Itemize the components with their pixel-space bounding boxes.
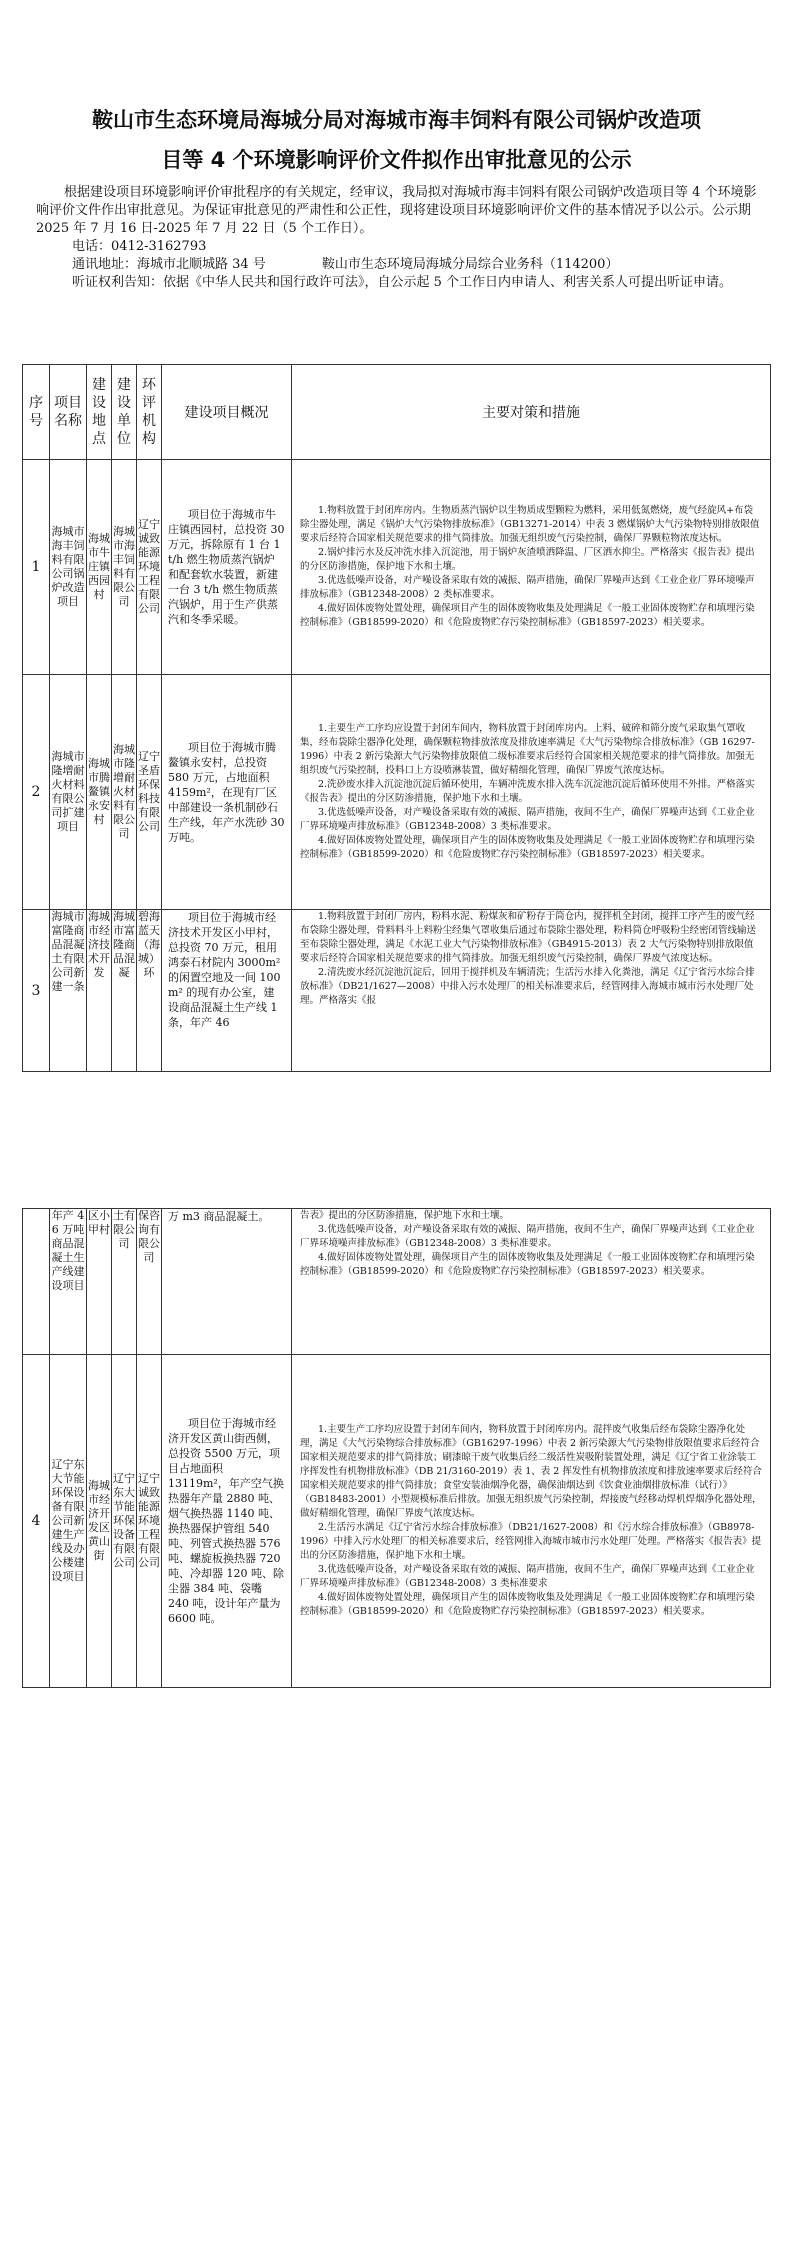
measure-item: 3.优选低噪声设备，对产噪设备采取有效的减振、隔声措施，确保厂界噪声达到《工业企业厂界环境噪声排放标准》（GB12348-2008）2 类标准要求。 (300, 575, 755, 600)
projects-table-part-2 (22, 1208, 771, 1688)
row-agency: 辽宁诚致能源环境工程有限公司 (137, 460, 162, 675)
row-location: 海城市牛庄镇西园村 (87, 460, 112, 675)
address-text: 通讯地址：海城市北顺城路 34 号 (72, 257, 266, 272)
measure-item: 4.做好固体废物处置处理，确保项目产生的固体废物收集及处理满足《一般工业固体废物贮存和填埋污染控制标准》（GB18599-2020）和《危险废物贮存污染控制标准》（GB18597-2023）相关要求。 (300, 603, 755, 628)
row-overview-text: 项目位于海城市经济开发区黄山街西侧，总投资 5500 万元，项目占地面积 13119m²，年产空气换热器年产量 2880 吨、烟气换热器 1140 吨、换热器保护管组 540 吨、列管式换热器 576 吨、螺旋板换热器 720 吨、冷却器 120 吨、除尘器 384 吨、袋嘴 240 吨，设计年产量为 6600 吨。 (168, 1417, 284, 1625)
measure-item: 2.生活污水满足《辽宁省污水综合排放标准》（DB21/1627-2008）和《污水综合排放标准》（GB8978-1996）中排入污水处理厂的相关标准要求后，经管网排入海城市城市污水处理厂处理。严格落实《报告表》提出的分区防渗措施，保护地下水和土壤。 (300, 1522, 762, 1561)
header-place: 建设地点 (87, 365, 112, 460)
row-measures (292, 1355, 771, 1688)
header-measures: 主要对策和措施 (292, 365, 771, 460)
row-location: 海城市经济开发区黄山街 (87, 1355, 112, 1688)
measure-item: 4.做好固体废物处置处理，确保项目产生的固体废物收集及处理满足《一般工业固体废物贮存和填埋污染控制标准》（GB18599-2020）和《危险废物贮存污染控制标准》（GB18597-2023）相关要求。 (300, 1592, 755, 1617)
hearing-notice: 听证权利告知：依据《中华人民共和国行政许可法》，自公示起 5 个工作日内申请人、利害关系人可提出听证申请。 (72, 275, 733, 290)
title-line-1: 鞍山市生态环境局海城分局对海城市海丰饲料有限公司锅炉改造项 (92, 108, 701, 132)
row-seq: 1 (23, 460, 50, 675)
row-project-name: 海城市隆增耐火材料有限公司扩建项目 (50, 675, 87, 910)
row-overview (162, 1209, 292, 1355)
measure-item: 1.物料放置于封闭厂房内，粉料水泥、粉煤灰和矿粉存于筒仓内，搅拌机全封闭，搅拌工序产生的废气经布袋除尘器处理，骨料料斗上料粉尘经集气罩收集后通过布袋除尘器处理，粉料筒仓呼吸粉尘经密闭管线输送至布袋除尘器处理，满足《水泥工业大气污染物排放标准》（GB4915-2013）表 2 大气污染物特别排放限值要求后经符合国家相关规范要求的排气筒排放。加强无组织废气污染控制，确保厂界废气浓度达标。 (300, 911, 757, 964)
measure-item: 1.主要生产工序均应设置于封闭车间内，物料放置于封闭库房内。上料、破碎和筛分废气采取集气罩收集，经布袋除尘器净化处理，确保颗粒物排放浓度及排放速率满足《大气污染物综合排放标准》（GB 16297-1996）中表 2 新污染源大气污染物排放限值二级标准要求后经符合国家相关规范要求的排气筒排放。加强无组织废气污染控制，投料口上方设喷淋装置，做好精细化管理，确保厂界废气浓度达标。 (300, 723, 755, 776)
row-agency: 保咨询有限公司 (137, 1209, 162, 1355)
table-row (23, 1355, 771, 1688)
row-measures (292, 910, 771, 1072)
header-name: 项目名称 (50, 365, 87, 460)
row-unit: 土有限公司 (112, 1209, 137, 1355)
header-unit: 建设单位 (112, 365, 137, 460)
measure-item: 4.做好固体废物处置处理，确保项目产生的固体废物收集及处理满足《一般工业固体废物贮存和填埋污染控制标准》（GB18599-2020）和《危险废物贮存污染控制标准》（GB18597-2023）相关要求。 (300, 1252, 755, 1277)
intro-section (36, 184, 758, 292)
row-project-name: 辽宁东大节能环保设备有限公司新建生产线及办公楼建设项目 (50, 1355, 87, 1688)
table-row (23, 910, 771, 1072)
measure-item: 3.优选低噪声设备，对产噪设备采取有效的减振、隔声措施，夜间不生产，确保厂界噪声达到《工业企业厂界环境噪声排放标准》（GB12348-2008）3 类标准要求。 (300, 1224, 755, 1249)
row-overview-text: 万 m3 商品混凝土。 (168, 1210, 270, 1223)
table-row (23, 675, 771, 910)
measure-item: 2.清洗废水经沉淀池沉淀后，回用于搅拌机及车辆清洗；生活污水排入化粪池，满足《辽宁省污水综合排放标准》（DB21/1627—2008）中排入污水处理厂的相关标准要求后，经管网排入海城市城市污水处理厂处理。严格落实《报 (300, 967, 755, 1006)
row-location: 区小甲村 (87, 1209, 112, 1355)
row-overview (162, 675, 292, 910)
row-overview-text: 项目位于海城市牛庄镇西园村，总投资 30 万元，拆除原有 1 台 1 t/h 燃生物质蒸汽锅炉和配套软水装置，新建一台 3 t/h 燃生物质蒸汽锅炉，用于生产供蒸汽和冬季采暖。 (168, 508, 285, 626)
row-overview (162, 1355, 292, 1688)
row-seq: 2 (23, 675, 50, 910)
measure-item: 1.主要生产工序均应设置于封闭车间内，物料放置于封闭库房内。混拌废气收集后经布袋除尘器净化处理，满足《大气污染物综合排放标准》（GB16297-1996）中表 2 新污染源大气污染物排放限值要求后经符合国家相关规范要求的排气筒排放；刷漆晾干废气收集后经二级活性炭吸附装置处理，满足《辽宁省工业涂装工序挥发性有机物排放标准》（DB 21/3160-2019）表 1、表 2 挥发性有机物排放浓度和排放速率要求后经符合国家相关规范要求的排气筒排放；食堂安装油烟净化器，确保油烟达到《饮食业油烟排放标准（试行）》（GB18483-2001）小型规模标准后排放。加强无组织废气污染控制，焊接废气经移动焊机焊烟净化器处理，做好精细化管理，确保厂界废气浓度达标。 (300, 1424, 762, 1519)
row-location: 海城市经济技术开发 (87, 910, 112, 1072)
row-measures (292, 460, 771, 675)
measure-item: 3.优选低噪声设备，对产噪设备采取有效的减振、隔声措施，夜间不生产，确保厂界噪声达到《工业企业厂界环境噪声排放标准》（GB12348-2008）3 类标准要求 (300, 1564, 755, 1589)
address-line (36, 256, 758, 274)
row-seq: 4 (23, 1355, 50, 1688)
measure-item: 4.做好固体废物处置处理，确保项目产生的固体废物收集及处理满足《一般工业固体废物贮存和填埋污染控制标准》（GB18599-2020）和《危险废物贮存污染控制标准》（GB18597-2023）相关要求。 (300, 835, 755, 860)
row-unit: 海城市海丰饲料有限公司 (112, 460, 137, 675)
measure-item: 1.物料放置于封闭库房内。生物质蒸汽锅炉以生物质成型颗粒为燃料，采用低氮燃烧，废气经旋风+布袋除尘器处理，满足《锅炉大气污染物排放标准》（GB13271-2014）中表 3 燃煤锅炉大气污染物特别排放限值要求后经符合国家相关规范要求的排气筒排放。加强无组织废气污染控制，确保厂界颗粒物浓度达标。 (300, 505, 760, 544)
row-project-name: 年产 46 万吨商品混凝土生产线建设项目 (50, 1209, 87, 1355)
measure-item: 2.锅炉排污水及反冲洗水排入沉淀池，用于锅炉灰渣喷洒降温、厂区洒水抑尘。严格落实《报告表》提出的分区防渗措施，保护地下水和土壤。 (300, 547, 755, 572)
row-unit: 海城市富隆商品混凝 (112, 910, 137, 1072)
row-agency: 辽宁诚致能源环境工程有限公司 (137, 1355, 162, 1688)
header-seq: 序号 (23, 365, 50, 460)
phone-line: 电话：0412-3162793 (72, 239, 207, 254)
row-seq-empty (23, 1209, 50, 1355)
measure-item: 告表》提出的分区防渗措施，保护地下水和土壤。 (300, 1210, 510, 1221)
header-overview: 建设项目概况 (162, 365, 292, 460)
row-agency: 碧海蓝天（海城）环 (137, 910, 162, 1072)
measure-item: 2.洗砂废水排入沉淀池沉淀后循环使用，车辆冲洗废水排入洗车沉淀池沉淀后循环使用不外排。严格落实《报告表》提出的分区防渗措施，保护地下水和土壤。 (300, 779, 755, 804)
row-project-name: 海城市富隆商品混凝土有限公司新建一条 (50, 910, 87, 1072)
header-agency: 环评机构 (137, 365, 162, 460)
row-project-name: 海城市海丰饲料有限公司锅炉改造项目 (50, 460, 87, 675)
row-overview-text: 项目位于海城市经济技术开发区小甲村，总投资 70 万元，租用鸿泰石材院内 3000m² 的闲置空地及一间 100 m² 的现有办公室，建设商品混凝土生产线 1 条，年产 46 (168, 911, 281, 1029)
row-overview (162, 910, 292, 1072)
notice-title (22, 100, 771, 180)
row-agency: 辽宁圣盾环保科技有限公司 (137, 675, 162, 910)
table-row (23, 460, 771, 675)
intro-paragraph: 根据建设项目环境影响评价审批程序的有关规定，经审议，我局拟对海城市海丰饲料有限公司锅炉改造项目等 4 个环境影响评价文件作出审批意见。为保证审批意见的严肃性和公正性，现将建设项目环境影响评价文件的基本情况予以公示。公示期 2025 年 7 月 16 日-2025 年 7 月 22 日（5 个工作日）。 (36, 185, 757, 236)
row-measures (292, 1209, 771, 1355)
row-measures (292, 675, 771, 910)
table-row-continued (23, 1209, 771, 1355)
row-location: 海城市腾鳌镇永安村 (87, 675, 112, 910)
title-line-2: 目等 4 个环境影响评价文件拟作出审批意见的公示 (161, 148, 632, 172)
office-text: 鞍山市生态环境局海城分局综合业务科（114200） (321, 257, 619, 272)
measure-item: 3.优选低噪声设备，对产噪设备采取有效的减振、隔声措施，夜间不生产，确保厂界噪声达到《工业企业厂界环境噪声排放标准》（GB12348-2008）3 类标准要求。 (300, 807, 755, 832)
row-overview-text: 项目位于海城市腾鳌镇永安村，总投资 580 万元，占地面积 4159m²，在现有厂区中部建设一条机制砂石生产线，年产水洗砂 30 万吨。 (168, 740, 285, 844)
table-header-row (23, 365, 771, 460)
row-unit: 海城市隆增耐火材料有限公司 (112, 675, 137, 910)
projects-table-part-1 (22, 364, 771, 1072)
row-overview (162, 460, 292, 675)
row-seq: 3 (23, 910, 50, 1072)
row-unit: 辽宁东大节能环保设备有限公司 (112, 1355, 137, 1688)
